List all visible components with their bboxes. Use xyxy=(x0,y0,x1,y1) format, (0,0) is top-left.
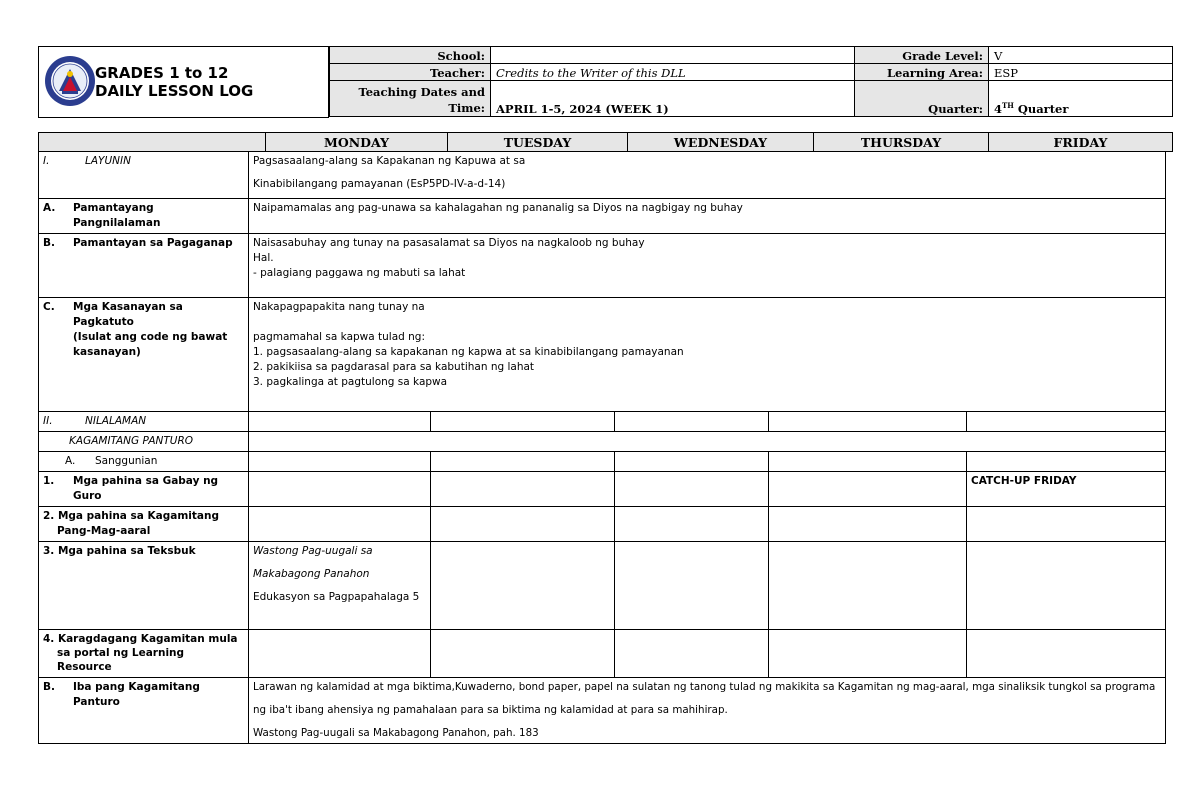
row-kagamitang-mag-aaral xyxy=(39,507,1166,542)
grade-level-label: Grade Level: xyxy=(855,47,989,64)
karagdagang-label: 4. Karagdagang Kagamitan mula sa portal ng Learning Resource xyxy=(39,630,249,678)
grade-level-value[interactable]: V xyxy=(989,47,1173,64)
nilalaman-label: II. NILALAMAN xyxy=(39,412,249,432)
teksbuk-thursday xyxy=(769,542,967,630)
teksbuk-wednesday xyxy=(615,542,769,630)
sanggunian-monday xyxy=(249,452,431,472)
row-pamantayang-pangnilalaman xyxy=(39,199,1166,234)
day-wednesday: WEDNESDAY xyxy=(628,133,814,152)
day-tuesday: TUESDAY xyxy=(448,133,628,152)
row-gabay-guro xyxy=(39,472,1166,507)
row-nilalaman xyxy=(39,412,1166,432)
row-layunin xyxy=(39,152,1166,199)
sanggunian-wednesday xyxy=(615,452,769,472)
kagamitang-mag-aaral-monday xyxy=(249,507,431,542)
row-teksbuk xyxy=(39,542,1166,630)
sanggunian-thursday xyxy=(769,452,967,472)
day-monday: MONDAY xyxy=(266,133,448,152)
day-thursday: THURSDAY xyxy=(814,133,989,152)
row-iba-pang-kagamitan xyxy=(39,678,1166,744)
learning-area-value[interactable]: ESP xyxy=(989,64,1173,81)
karagdagang-wednesday xyxy=(615,630,769,678)
kagamitang-mag-aaral-wednesday xyxy=(615,507,769,542)
kasanayan-content: Nakapagpapakita nang tunay na pagmamahal sa kapwa tulad ng: 1. pagsasaalang-alang sa kapakanan ng kapwa at sa kinabibilangang pamayanan 2. pakikiisa sa pagdarasal para sa kabutihan ng lahat 3. pagkalinga at pagtulong sa kapwa xyxy=(249,298,1166,412)
pamantayang-pangnilalaman-label: A. Pamantayang Pangnilalaman xyxy=(39,199,249,234)
kagamitang-panturo-label: KAGAMITANG PANTURO xyxy=(39,432,249,452)
row-sanggunian xyxy=(39,452,1166,472)
iba-pang-kagamitan-label: B. Iba pang Kagamitang Panturo xyxy=(39,678,249,744)
sanggunian-friday xyxy=(967,452,1166,472)
sanggunian-tuesday xyxy=(431,452,615,472)
dates-label: Teaching Dates and Time: xyxy=(330,81,491,117)
layunin-content: Pagsasaalang-alang sa Kapakanan ng Kapuwa at sa Kinabibilangang pamayanan (EsP5PD-IV-a-d-14) xyxy=(249,152,1166,199)
nilalaman-wednesday xyxy=(615,412,769,432)
gabay-guro-tuesday xyxy=(431,472,615,507)
pamantayang-pangnilalaman-content: Naipamamalas ang pag-unawa sa kahalagahan ng pananalig sa Diyos na nagbigay ng buhay xyxy=(249,199,1166,234)
row-kagamitang-panturo xyxy=(39,432,1166,452)
title-line-1: GRADES 1 to 12 xyxy=(95,64,229,82)
teksbuk-monday: Wastong Pag-uugali sa Makabagong Panahon Edukasyon sa Pagpapahalaga 5 xyxy=(249,542,431,630)
row-pamantayan-pagganap xyxy=(39,234,1166,298)
nilalaman-tuesday xyxy=(431,412,615,432)
kagamitang-panturo-content xyxy=(249,432,1166,452)
kagamitang-mag-aaral-label: 2. Mga pahina sa Kagamitang Pang-Mag-aaral xyxy=(39,507,249,542)
quarter-value[interactable]: 4TH Quarter xyxy=(989,81,1173,117)
teksbuk-friday xyxy=(967,542,1166,630)
kasanayan-label: C. Mga Kasanayan sa Pagkatuto (Isulat ang code ng bawat kasanayan) xyxy=(39,298,249,412)
teksbuk-label: 3. Mga pahina sa Teksbuk xyxy=(39,542,249,630)
iba-pang-kagamitan-content: Larawan ng kalamidad at mga biktima,Kuwaderno, bond paper, papel na sulatan ng tanong tulad ng makikita sa Kagamitan ng mag-aaral, mga sinaliksik tungkol sa programa ng iba't ibang ahensiya ng pamahalaan para sa biktima ng kalamidad at para sa mahihirap. Wastong Pag-uugali sa Makabagong Panahon, pah. 183 xyxy=(249,678,1166,744)
dates-value[interactable]: APRIL 1-5, 2024 (WEEK 1) xyxy=(491,81,855,117)
nilalaman-thursday xyxy=(769,412,967,432)
kagamitang-mag-aaral-tuesday xyxy=(431,507,615,542)
header-title-box xyxy=(38,46,329,118)
layunin-label: I. LAYUNIN xyxy=(39,152,249,199)
row-karagdagang xyxy=(39,630,1166,678)
teacher-value[interactable]: Credits to the Writer of this DLL xyxy=(491,64,855,81)
karagdagang-tuesday xyxy=(431,630,615,678)
gabay-guro-thursday xyxy=(769,472,967,507)
day-header-row xyxy=(38,132,1173,152)
gabay-guro-wednesday xyxy=(615,472,769,507)
karagdagang-friday xyxy=(967,630,1166,678)
catch-up-friday: CATCH-UP FRIDAY xyxy=(967,472,1166,507)
pamantayan-pagganap-content: Naisasabuhay ang tunay na pasasalamat sa Diyos na nagkaloob ng buhay Hal. - palagiang paggawa ng mabuti sa lahat xyxy=(249,234,1166,298)
karagdagang-thursday xyxy=(769,630,967,678)
pamantayan-pagganap-label: B. Pamantayan sa Pagaganap xyxy=(39,234,249,298)
gabay-guro-label: 1. Mga pahina sa Gabay ng Guro xyxy=(39,472,249,507)
kagamitang-mag-aaral-thursday xyxy=(769,507,967,542)
nilalaman-friday xyxy=(967,412,1166,432)
title-line-2: DAILY LESSON LOG xyxy=(95,82,254,100)
deped-seal-icon xyxy=(44,55,96,107)
school-value[interactable] xyxy=(491,47,855,64)
karagdagang-monday xyxy=(249,630,431,678)
learning-area-label: Learning Area: xyxy=(855,64,989,81)
lesson-log-table xyxy=(38,151,1166,744)
kagamitang-mag-aaral-friday xyxy=(967,507,1166,542)
day-friday: FRIDAY xyxy=(989,133,1173,152)
teksbuk-tuesday xyxy=(431,542,615,630)
quarter-label: Quarter: xyxy=(855,81,989,117)
day-header-blank xyxy=(39,133,266,152)
document-title xyxy=(95,64,253,100)
info-table xyxy=(329,46,1173,117)
row-kasanayan xyxy=(39,298,1166,412)
nilalaman-monday xyxy=(249,412,431,432)
teacher-label: Teacher: xyxy=(330,64,491,81)
sanggunian-label: A. Sanggunian xyxy=(39,452,249,472)
school-label: School: xyxy=(330,47,491,64)
gabay-guro-monday xyxy=(249,472,431,507)
